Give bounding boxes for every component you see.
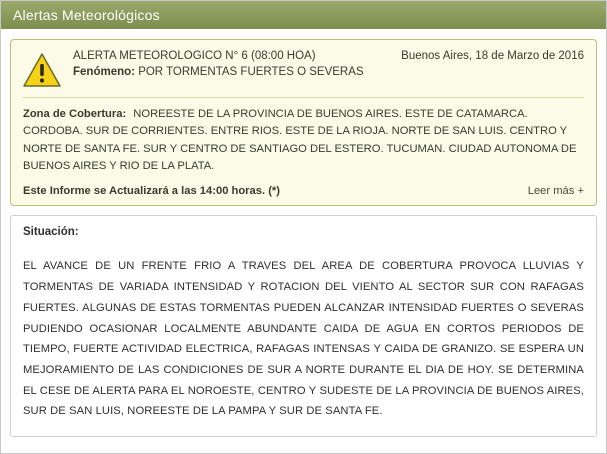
coverage-label: Zona de Cobertura: [23,108,127,120]
page-title: Alertas Meteorológicos [13,7,160,23]
alert-header-row [23,50,584,88]
alert-phenomenon-row [73,66,364,78]
situation-title: Situación: [23,226,79,239]
coverage-value: NOREESTE DE LA PROVINCIA DE BUENOS AIRES. ESTE DE CATAMARCA. CORDOBA. SUR DE CORRIENTES. ENTRE RIOS. ESTE DE LA RIOJA. NORTE DE SAN LUIS. CENTRO Y NORTE DE SANTA FE. SUR Y CENTRO DE SANTIAGO DEL ESTERO. TUCUMAN. CIUDAD AUTONOMA DE BUENOS AIRES Y RIO DE LA PLATA. [23,108,577,173]
update-notice: Este Informe se Actualizará a las 14:00 horas. (*) [23,185,281,198]
coverage-zone [23,106,584,175]
alert-id: ALERTA METEOROLOGICO N° 6 (08:00 HOA) [73,50,316,62]
alert-id-row [73,50,584,62]
situation-body: EL AVANCE DE UN FRENTE FRIO A TRAVES DEL AREA DE COBERTURA PROVOCA LLUVIAS Y TORMENTAS DE VARIADA INTENSIDAD Y ROTACION DEL VIENTO AL SECTOR SUR CON RAFAGAS FUERTES. ALGUNAS DE ESTAS TORMENTAS PUEDEN ALCANZAR INTENSIDAD FUERTES O SEVERAS PUDIENDO OCASIONAR LOCALMENTE ABUNDANTE CAIDA DE AGUA EN CORTOS PERIODOS DE TIEMPO, FUERTE ACTIVIDAD ELECTRICA, RAFAGAS INTENSAS Y CAIDA DE GRANIZO. SE ESPERA UN MEJORAMIENTO DE LAS CONDICIONES DE SUR A NORTE DURANTE EL DIA DE HOY. SE DETERMINA EL CESE DE ALERTA PARA EL NOROESTE, CENTRO Y SUDESTE DE LA PROVINCIA DE BUENOS AIRES, SUR DE SAN LUIS, NOREESTE DE LA PAMPA Y SUR DE SANTA FE. [23,260,584,418]
alert-panel [10,39,597,206]
phenomenon-label: Fenómeno: [73,66,135,78]
read-more-link[interactable]: Leer más + [527,185,584,198]
situation-panel [10,215,597,437]
page-content [1,29,606,437]
page-header [1,1,606,29]
update-row [23,185,584,197]
alert-header-text [73,50,584,80]
warning-triangle-icon [23,52,61,88]
alert-location-date: Buenos Aires, 18 de Marzo de 2016 [401,50,584,62]
phenomenon-value: POR TORMENTAS FUERTES O SEVERAS [138,66,364,78]
alert-divider [23,97,584,98]
